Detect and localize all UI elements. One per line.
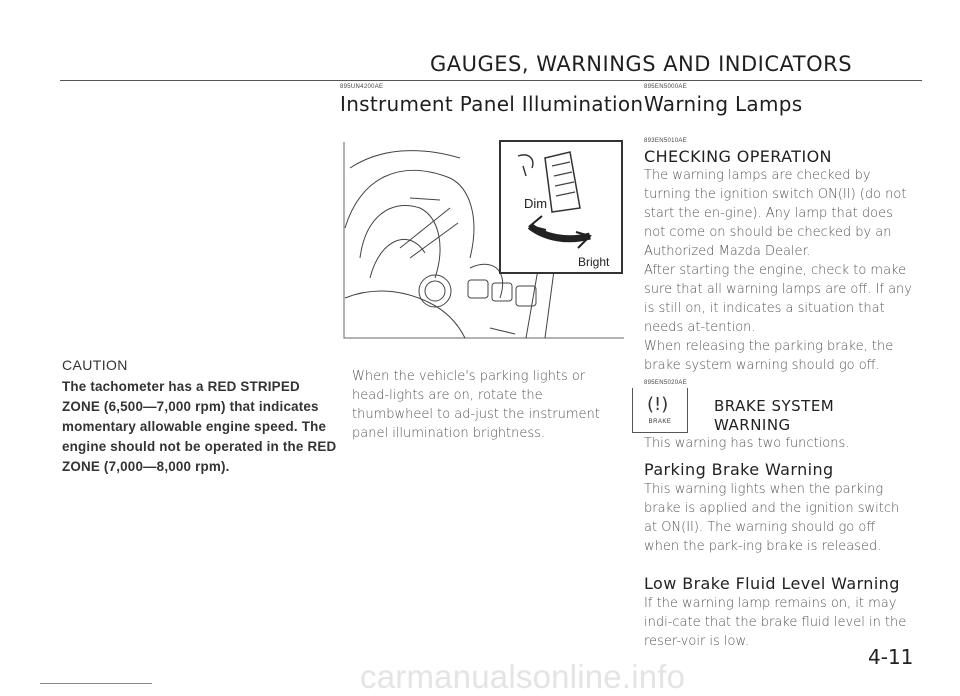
parking-brake-text: This warning lights when the parking brake is applied and the ignition switch at ON(II). The warning should go off when the park-ing brake is released. (644, 482, 900, 554)
brake-system-warning-title (714, 397, 834, 435)
section-title-illumination: Instrument Panel Illumination (340, 92, 644, 116)
brake-warning-icon: (!) (647, 394, 669, 415)
header-rule (60, 80, 922, 81)
brake-title-line-2: WARNING (714, 416, 791, 434)
section-title-warning-lamps: Warning Lamps (644, 92, 803, 116)
fluid-level-title: Low Brake Fluid Level Warning (644, 574, 900, 593)
page-header: GAUGES, WARNINGS AND INDICATORS (430, 52, 853, 76)
dim-label: Dim (524, 196, 548, 211)
checking-paragraph-1: The warning lamps are checked by turning the ignition switch ON(II) (do not start the en-gine). Any lamp that does not come on should be checked by an Authorized Mazda Dealer. (644, 168, 907, 259)
illumination-description: When the vehicle's parking lights or head-lights are on, rotate the thumbwheel to ad-just the instrument panel illumination brightness. (352, 369, 600, 441)
bright-label: Bright (578, 255, 610, 269)
checking-code: 893EN5010AE (644, 138, 687, 144)
brake-icon-label: BRAKE (648, 419, 672, 425)
checking-paragraph-3: When releasing the parking brake, the brake system warning should go off. (644, 339, 894, 373)
checking-text (644, 166, 912, 375)
fluid-level-text: If the warning lamp remains on, it may indi-cate that the brake fluid level in the reser-voir is low. (644, 596, 907, 649)
bottom-rule (40, 683, 152, 684)
parking-brake-title: Parking Brake Warning (644, 460, 834, 479)
checking-paragraph-2: After starting the engine, check to make sure that all warning lamps are off. If any is still on, it indicates a situation that needs at-tention. (644, 263, 912, 335)
caution-title: CAUTION (62, 357, 128, 373)
checking-operation-title: CHECKING OPERATION (644, 147, 832, 166)
caution-text: The tachometer has a RED STRIPED ZONE (6,500—7,000 rpm) that indicates momentary allowable engine speed. The engine should not be operated in the RED ZONE (7,000—8,000 rpm). (62, 379, 337, 474)
footer-watermark: carmanualsonline.info (360, 658, 686, 695)
page-number: 4-11 (868, 645, 914, 669)
dashboard-illustration (340, 138, 626, 344)
warning-lamps-code: 895EN5000AE (644, 84, 687, 90)
caution-block (62, 357, 338, 477)
brake-warning-symbol-box (632, 388, 688, 433)
brake-intro: This warning has two functions. (644, 436, 850, 451)
section-code: 895UN4200AE (340, 84, 384, 90)
brake-code: 895EN5020AE (644, 380, 687, 386)
brake-title-line-1: BRAKE SYSTEM (714, 397, 835, 415)
